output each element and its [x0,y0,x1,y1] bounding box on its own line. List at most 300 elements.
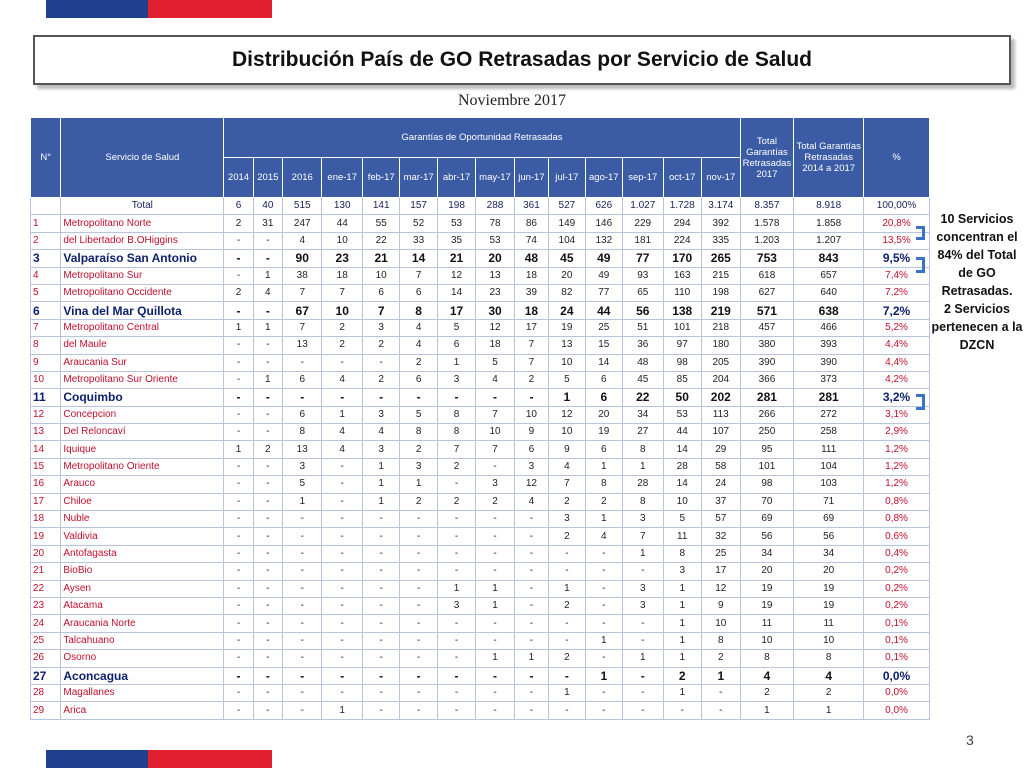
value-cell: - [253,667,282,684]
value-cell: 146 [585,215,622,232]
table-row [31,684,930,701]
value-cell: - [400,632,437,649]
service-name: Metropolitano Central [61,319,224,336]
value-cell: - [283,511,322,528]
value-cell: 2 [224,215,253,232]
value-cell: 28 [663,458,701,475]
value-cell: 77 [585,284,622,301]
row-number: 4 [31,267,61,284]
value-cell: 18 [514,302,548,319]
value-cell: 110 [663,284,701,301]
value-cell: - [253,702,282,719]
value-cell: 4 [253,284,282,301]
value-cell: - [514,580,548,597]
value-cell: - [623,684,663,701]
value-cell: - [476,563,514,580]
value-cell: 4 [283,232,322,249]
value-cell: - [224,371,253,388]
value-cell: - [437,702,475,719]
table-row [31,424,930,441]
pct-cell: 1,2% [864,441,930,458]
total-all-cell: 281 [794,389,864,406]
value-cell: 77 [623,250,663,267]
value-cell: - [400,528,437,545]
value-cell: 219 [701,302,740,319]
total-all-cell: 1.207 [794,232,864,249]
row-number: 12 [31,406,61,423]
value-cell: 17 [514,319,548,336]
value-cell: - [437,563,475,580]
total-2017-cell: 8 [740,650,794,667]
value-cell: 58 [701,458,740,475]
value-cell: 101 [663,319,701,336]
value-cell: 7 [476,441,514,458]
value-cell: 1 [476,580,514,597]
total-2017-cell: 366 [740,371,794,388]
total-all: 8.918 [794,198,864,215]
value-cell: - [322,667,362,684]
value-cell: 6 [585,441,622,458]
value-cell: 4 [400,319,437,336]
row-number: 25 [31,632,61,649]
value-cell: - [253,580,282,597]
value-cell: 6 [362,284,399,301]
value-cell: 1 [623,545,663,562]
value-cell: 170 [663,250,701,267]
table-row [31,250,930,267]
value-cell: 25 [585,319,622,336]
row-number: 28 [31,684,61,701]
service-name: Antofagasta [61,545,224,562]
value-cell: - [400,511,437,528]
row-number: 29 [31,702,61,719]
table-row [31,702,930,719]
value-cell: - [549,667,585,684]
value-cell: 10 [701,615,740,632]
header-period: jul-17 [549,158,585,198]
value-cell: 14 [437,284,475,301]
table-row [31,615,930,632]
value-cell: 8 [437,424,475,441]
header-num: N° [31,118,61,198]
value-cell: 1 [362,458,399,475]
pct-cell: 1,2% [864,476,930,493]
total-all-cell: 843 [794,250,864,267]
row-number: 6 [31,302,61,319]
service-name: Iquique [61,441,224,458]
value-cell: - [283,528,322,545]
value-cell: - [253,545,282,562]
value-cell: - [514,545,548,562]
value-cell: 2 [549,597,585,614]
pct-cell: 0,0% [864,702,930,719]
highlight-bracket [916,394,925,410]
value-cell: - [253,528,282,545]
value-cell: - [253,424,282,441]
value-cell: 5 [400,406,437,423]
value-cell: 49 [585,250,622,267]
table-row [31,563,930,580]
value-cell: - [476,389,514,406]
value-cell: - [224,511,253,528]
value-cell: 2 [362,371,399,388]
total-cell: 130 [322,198,362,215]
value-cell: 132 [585,232,622,249]
total-all-cell: 373 [794,371,864,388]
value-cell: 8 [623,493,663,510]
value-cell: 10 [476,424,514,441]
value-cell: - [549,702,585,719]
value-cell: - [224,424,253,441]
value-cell: 3 [623,511,663,528]
total-all-cell: 10 [794,632,864,649]
value-cell: 85 [663,371,701,388]
value-cell: 86 [514,215,548,232]
header-period: sep-17 [623,158,663,198]
value-cell: 104 [549,232,585,249]
value-cell: 23 [322,250,362,267]
value-cell: 55 [362,215,399,232]
pct-cell: 9,5% [864,250,930,267]
total-2017: 8.357 [740,198,794,215]
total-blank [31,198,61,215]
total-all-cell: 1 [794,702,864,719]
value-cell: - [224,337,253,354]
total-all-cell: 71 [794,493,864,510]
total-cell: 157 [400,198,437,215]
value-cell: 13 [283,337,322,354]
value-cell: 1 [253,371,282,388]
total-cell: 515 [283,198,322,215]
value-cell: - [549,545,585,562]
value-cell: 2 [400,493,437,510]
value-cell: 6 [283,371,322,388]
value-cell: 10 [362,267,399,284]
pct-cell: 1,2% [864,458,930,475]
value-cell: 10 [549,424,585,441]
value-cell: - [400,545,437,562]
row-number: 13 [31,424,61,441]
value-cell: - [585,563,622,580]
header-period: mar-17 [400,158,437,198]
value-cell: 1 [663,597,701,614]
value-cell: - [585,580,622,597]
total-all-cell: 20 [794,563,864,580]
value-cell: - [224,250,253,267]
value-cell: 30 [476,302,514,319]
value-cell: 9 [514,424,548,441]
value-cell: 57 [701,511,740,528]
value-cell: 4 [322,371,362,388]
value-cell: 4 [514,493,548,510]
total-cell: 40 [253,198,282,215]
value-cell: 5 [663,511,701,528]
value-cell: - [514,667,548,684]
value-cell: - [322,493,362,510]
value-cell: - [322,528,362,545]
value-cell: 2 [663,667,701,684]
value-cell: - [437,476,475,493]
header-period: 2016 [283,158,322,198]
value-cell: - [400,615,437,632]
value-cell: 38 [283,267,322,284]
value-cell: 53 [476,232,514,249]
highlight-bracket [916,226,925,240]
value-cell: 2 [585,493,622,510]
value-cell: 1 [253,319,282,336]
value-cell: 7 [476,406,514,423]
value-cell: - [400,389,437,406]
value-cell: - [224,650,253,667]
page-number: 3 [966,732,974,748]
service-name: Araucania Norte [61,615,224,632]
row-number: 24 [31,615,61,632]
row-number: 14 [31,441,61,458]
service-name: Metropolitano Norte [61,215,224,232]
total-cell: 6 [224,198,253,215]
value-cell: - [514,563,548,580]
value-cell: 392 [701,215,740,232]
service-name: Araucania Sur [61,354,224,371]
value-cell: 1 [549,389,585,406]
value-cell: 7 [514,337,548,354]
value-cell: - [253,476,282,493]
value-cell: 8 [701,632,740,649]
value-cell: 6 [400,284,437,301]
service-name: Metropolitano Sur Oriente [61,371,224,388]
value-cell: 7 [322,284,362,301]
total-all-cell: 8 [794,650,864,667]
total-all-cell: 390 [794,354,864,371]
value-cell: 10 [663,493,701,510]
value-cell: - [362,632,399,649]
value-cell: - [322,563,362,580]
pct-cell: 7,4% [864,267,930,284]
value-cell: 1 [663,650,701,667]
value-cell: 1 [549,684,585,701]
value-cell: - [224,354,253,371]
value-cell: 1 [362,476,399,493]
value-cell: - [224,232,253,249]
total-2017-cell: 380 [740,337,794,354]
service-name: del Libertador B.OHiggins [61,232,224,249]
total-2017-cell: 1 [740,702,794,719]
value-cell: 149 [549,215,585,232]
pct-cell: 0,2% [864,597,930,614]
value-cell: 44 [585,302,622,319]
value-cell: 39 [514,284,548,301]
value-cell: 6 [585,371,622,388]
value-cell: 4 [362,424,399,441]
row-number: 11 [31,389,61,406]
value-cell: - [283,667,322,684]
value-cell: - [283,702,322,719]
value-cell: - [362,597,399,614]
value-cell: 294 [663,215,701,232]
data-table [30,117,930,720]
value-cell: - [362,354,399,371]
value-cell: 2 [514,371,548,388]
value-cell: - [362,511,399,528]
value-cell: 198 [701,284,740,301]
value-cell: 224 [663,232,701,249]
value-cell: 45 [623,371,663,388]
value-cell: 6 [514,441,548,458]
value-cell: - [437,545,475,562]
value-cell: - [437,632,475,649]
value-cell: 7 [283,284,322,301]
value-cell: - [400,702,437,719]
value-cell: 265 [701,250,740,267]
value-cell: 2 [322,337,362,354]
value-cell: - [514,528,548,545]
value-cell: 1 [224,319,253,336]
value-cell: - [283,684,322,701]
total-2017-cell: 19 [740,580,794,597]
value-cell: 113 [701,406,740,423]
value-cell: - [322,597,362,614]
value-cell: - [362,702,399,719]
value-cell: - [437,528,475,545]
total-cell: 141 [362,198,399,215]
value-cell: 1 [362,493,399,510]
total-all-cell: 4 [794,667,864,684]
service-name: Talcahuano [61,632,224,649]
value-cell: - [585,684,622,701]
table-row [31,511,930,528]
table-row [31,302,930,319]
value-cell: 3 [362,441,399,458]
value-cell: 14 [400,250,437,267]
value-cell: 1 [701,667,740,684]
value-cell: 12 [476,319,514,336]
total-pct: 100,00% [864,198,930,215]
side-note-line1: 10 Servicios concentran el 84% del Total de GO Retrasadas. [936,212,1018,298]
total-cell: 527 [549,198,585,215]
value-cell: - [514,597,548,614]
value-cell: 50 [663,389,701,406]
value-cell: - [224,632,253,649]
total-2017-cell: 101 [740,458,794,475]
value-cell: - [253,232,282,249]
service-name: Concepcion [61,406,224,423]
value-cell: - [514,684,548,701]
total-all-cell: 69 [794,511,864,528]
value-cell: - [224,476,253,493]
total-all-cell: 657 [794,267,864,284]
value-cell: 18 [514,267,548,284]
total-2017-cell: 11 [740,615,794,632]
value-cell: 65 [623,284,663,301]
value-cell: - [437,667,475,684]
total-all-cell: 103 [794,476,864,493]
value-cell: - [253,563,282,580]
value-cell: - [701,702,740,719]
value-cell: 10 [549,354,585,371]
row-number: 9 [31,354,61,371]
value-cell: - [283,632,322,649]
value-cell: - [253,406,282,423]
row-number: 10 [31,371,61,388]
value-cell: 29 [701,441,740,458]
value-cell: - [549,563,585,580]
side-note [930,210,1024,354]
table-row [31,632,930,649]
service-name: Chiloe [61,493,224,510]
value-cell: 4 [549,458,585,475]
value-cell: - [322,354,362,371]
value-cell: 14 [663,441,701,458]
value-cell: 5 [283,476,322,493]
pct-cell: 7,2% [864,284,930,301]
value-cell: 11 [663,528,701,545]
value-cell: 1 [623,650,663,667]
value-cell: - [283,615,322,632]
value-cell: 215 [701,267,740,284]
row-number: 27 [31,667,61,684]
value-cell: - [476,545,514,562]
value-cell: 1 [663,580,701,597]
table-row [31,215,930,232]
subtitle: Noviembre 2017 [458,92,566,109]
total-cell: 626 [585,198,622,215]
total-2017-cell: 98 [740,476,794,493]
value-cell: 2 [549,528,585,545]
table-row [31,650,930,667]
table-row [31,319,930,336]
row-number: 8 [31,337,61,354]
table-row [31,476,930,493]
value-cell: 4 [585,528,622,545]
value-cell: - [437,615,475,632]
value-cell: 8 [623,441,663,458]
total-2017-cell: 19 [740,597,794,614]
value-cell: 2 [476,493,514,510]
value-cell: - [253,337,282,354]
value-cell: 107 [701,424,740,441]
value-cell: 1 [253,267,282,284]
value-cell: 8 [585,476,622,493]
value-cell: 32 [701,528,740,545]
value-cell: 18 [476,337,514,354]
table-row [31,337,930,354]
total-all-cell: 393 [794,337,864,354]
header-period: oct-17 [663,158,701,198]
value-cell: - [224,267,253,284]
pct-cell: 3,1% [864,406,930,423]
total-cell: 1.027 [623,198,663,215]
value-cell: 4 [322,424,362,441]
pct-cell: 4,4% [864,354,930,371]
value-cell: 37 [701,493,740,510]
value-cell: 1 [283,493,322,510]
service-name: Coquimbo [61,389,224,406]
total-2017-cell: 2 [740,684,794,701]
pct-cell: 0,8% [864,493,930,510]
value-cell: - [322,684,362,701]
total-cell: 288 [476,198,514,215]
pct-cell: 2,9% [864,424,930,441]
value-cell: - [253,511,282,528]
value-cell: 204 [701,371,740,388]
value-cell: 13 [283,441,322,458]
value-cell: 6 [437,337,475,354]
pct-cell: 20,8% [864,215,930,232]
value-cell: 2 [253,441,282,458]
value-cell: 67 [283,302,322,319]
value-cell: - [585,650,622,667]
header-period: abr-17 [437,158,475,198]
